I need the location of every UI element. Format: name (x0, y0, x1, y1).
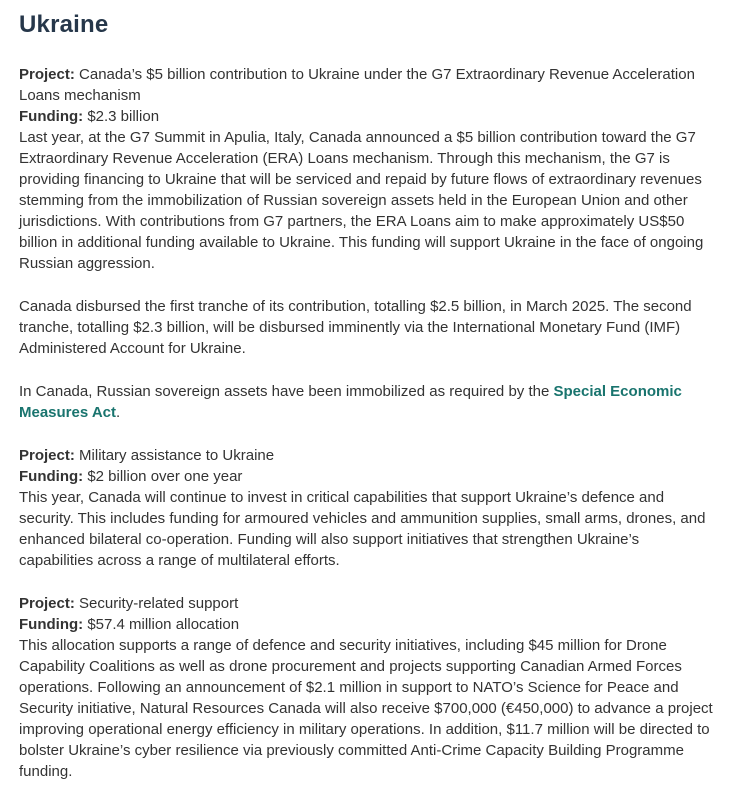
project-name: Security-related support (79, 595, 239, 612)
project-line (19, 64, 713, 106)
project-line (19, 445, 713, 466)
funding-line (19, 614, 713, 635)
funding-line (19, 466, 713, 487)
project-label: Project: (19, 595, 75, 612)
funding-value: $2 billion over one year (87, 468, 243, 485)
project-description: This allocation supports a range of defence and security initiatives, including $45 million for Drone Capability Coalitions as well as drone procurement and projects supporting Canadian Armed Forces operations. Following an announcement of $2.1 million in support to NATO’s Science for Peace and Security initiative, Natural Resources Canada will also receive $700,000 (€450,000) to advance a project improving operational energy efficiency in military operations. In addition, $11.7 million will be directed to bolster Ukraine’s cyber resilience via previously committed Anti-Crime Capacity Building Programme funding. (19, 637, 713, 780)
project-label: Project: (19, 447, 75, 464)
funding-label: Funding: (19, 616, 84, 633)
project-description: Last year, at the G7 Summit in Apulia, Italy, Canada announced a $5 billion contribution toward the G7 Extraordinary Revenue Acceleration (ERA) Loans mechanism. Through this mechanism, the G7 is providing financing to Ukraine that will be serviced and repaid by future flows of extraordinary revenues stemming from the immobilization of Russian sovereign assets held in the European Union and other jurisdictions. With contributions from G7 partners, the ERA Loans aim to make approximately US$50 billion in additional funding available to Ukraine. This funding will support Ukraine in the face of ongoing Russian aggression. (19, 129, 704, 272)
page-title: Ukraine (19, 11, 109, 38)
funding-value: $2.3 billion (87, 108, 160, 125)
project-name: Military assistance to Ukraine (79, 447, 275, 464)
project-block-3 (19, 593, 713, 782)
project-label: Project: (19, 66, 75, 83)
funding-label: Funding: (19, 468, 84, 485)
special-economic-measures-act-link[interactable]: Special Economic Measures Act (19, 383, 682, 421)
funding-value: $57.4 million allocation (87, 616, 240, 633)
immobilized-text-before: In Canada, Russian sovereign assets have been immobilized as required by the (19, 383, 550, 400)
funding-label: Funding: (19, 108, 84, 125)
funding-line (19, 106, 713, 127)
tranche-paragraph: Canada disbursed the first tranche of its contribution, totalling $2.5 billion, in March 2025. The second tranche, totalling $2.3 billion, will be disbursed imminently via the International Monetary Fund (IMF) Administered Account for Ukraine. (19, 298, 692, 357)
immobilized-text-after: . (116, 404, 121, 421)
project-block-2 (19, 445, 713, 571)
project-block-1 (19, 64, 713, 274)
project-line (19, 593, 713, 614)
project-name: Canada’s $5 billion contribution to Ukraine under the G7 Extraordinary Revenue Acceleration Loans mechanism (19, 66, 695, 104)
immobilized-paragraph (19, 381, 713, 423)
project-description: This year, Canada will continue to invest in critical capabilities that support Ukraine’s defence and security. This includes funding for armoured vehicles and ammunition supplies, small arms, drones, and enhanced bilateral co-operation. Funding will also support initiatives that strengthen Ukraine’s capabilities across a range of multilateral efforts. (19, 489, 706, 569)
